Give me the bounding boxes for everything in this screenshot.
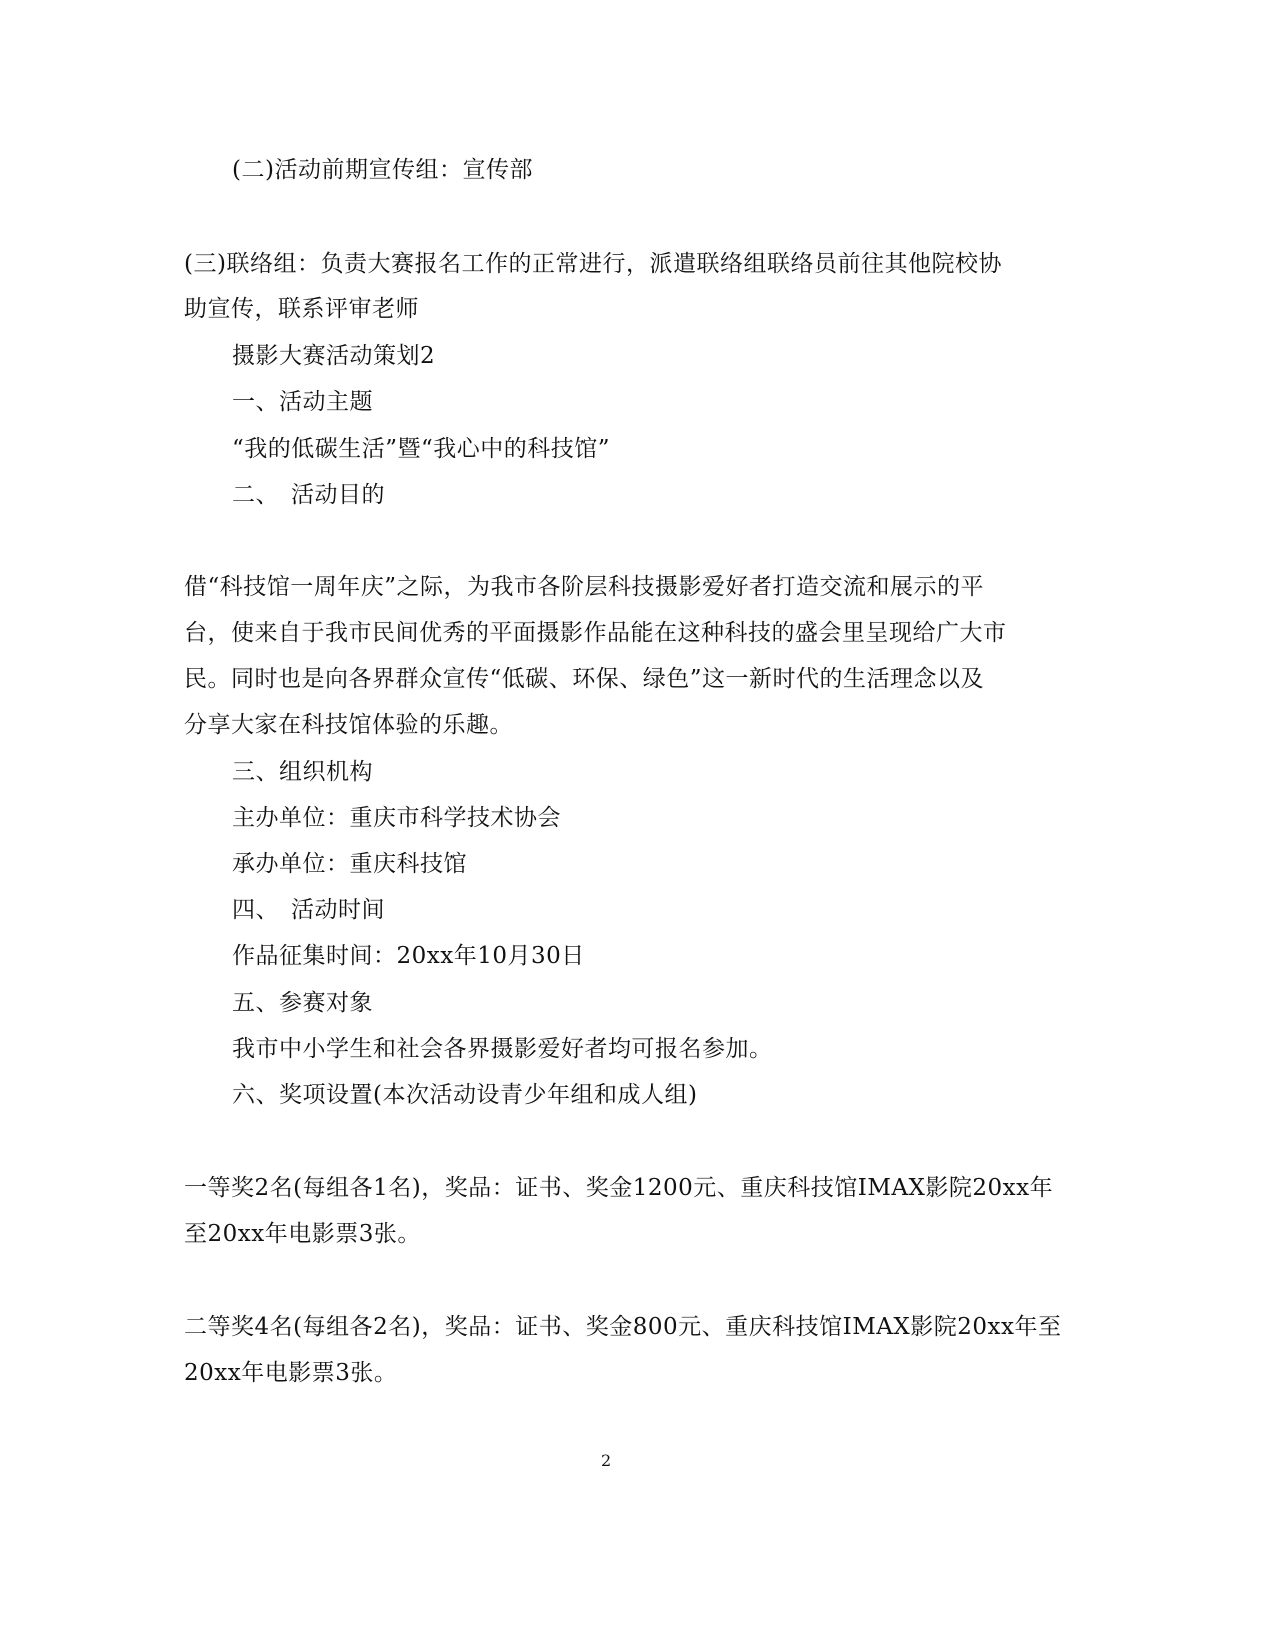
text-line: 二等奖4名(每组各2名)，奖品：证书、奖金800元、重庆科技馆IMAX影院20xx年至: [184, 1314, 1062, 1340]
text-line: 作品征集时间：20xx年10月30日: [232, 943, 585, 969]
section-title: 摄影大赛活动策划2: [232, 343, 436, 369]
heading: 四、 活动时间: [232, 897, 385, 923]
text-line: (三)联络组：负责大赛报名工作的正常进行，派遣联络组联络员前往其他院校协: [184, 251, 1002, 277]
text-line: 助宣传，联系评审老师: [184, 296, 419, 322]
page-number: 2: [601, 1451, 612, 1470]
text-line: 一等奖2名(每组各1名)，奖品：证书、奖金1200元、重庆科技馆IMAX影院20xx年: [184, 1175, 1054, 1201]
text-line: 至20xx年电影票3张。: [184, 1221, 421, 1247]
text-line: 我市中小学生和社会各界摄影爱好者均可报名参加。: [232, 1036, 773, 1062]
text-line: 台，使来自于我市民间优秀的平面摄影作品能在这种科技的盛会里呈现给广大市: [184, 620, 1007, 646]
heading: 六、奖项设置(本次活动设青少年组和成人组): [232, 1082, 698, 1108]
text-line: 分享大家在科技馆体验的乐趣。: [184, 712, 513, 738]
text-line: (二)活动前期宣传组：宣传部: [232, 157, 533, 183]
text-line: “我的低碳生活”暨“我心中的科技馆”: [232, 436, 611, 462]
heading: 二、 活动目的: [232, 482, 385, 508]
text-line: 主办单位：重庆市科学技术协会: [232, 805, 561, 831]
heading: 三、组织机构: [232, 759, 373, 785]
text-line: 承办单位：重庆科技馆: [232, 851, 467, 877]
text-line: 20xx年电影票3张。: [184, 1360, 398, 1386]
text-line: 民。同时也是向各界群众宣传“低碳、环保、绿色”这一新时代的生活理念以及: [184, 666, 985, 692]
heading: 五、参赛对象: [232, 990, 373, 1016]
text-line: 借“科技馆一周年庆”之际，为我市各阶层科技摄影爱好者打造交流和展示的平: [184, 574, 985, 600]
heading: 一、活动主题: [232, 389, 373, 415]
